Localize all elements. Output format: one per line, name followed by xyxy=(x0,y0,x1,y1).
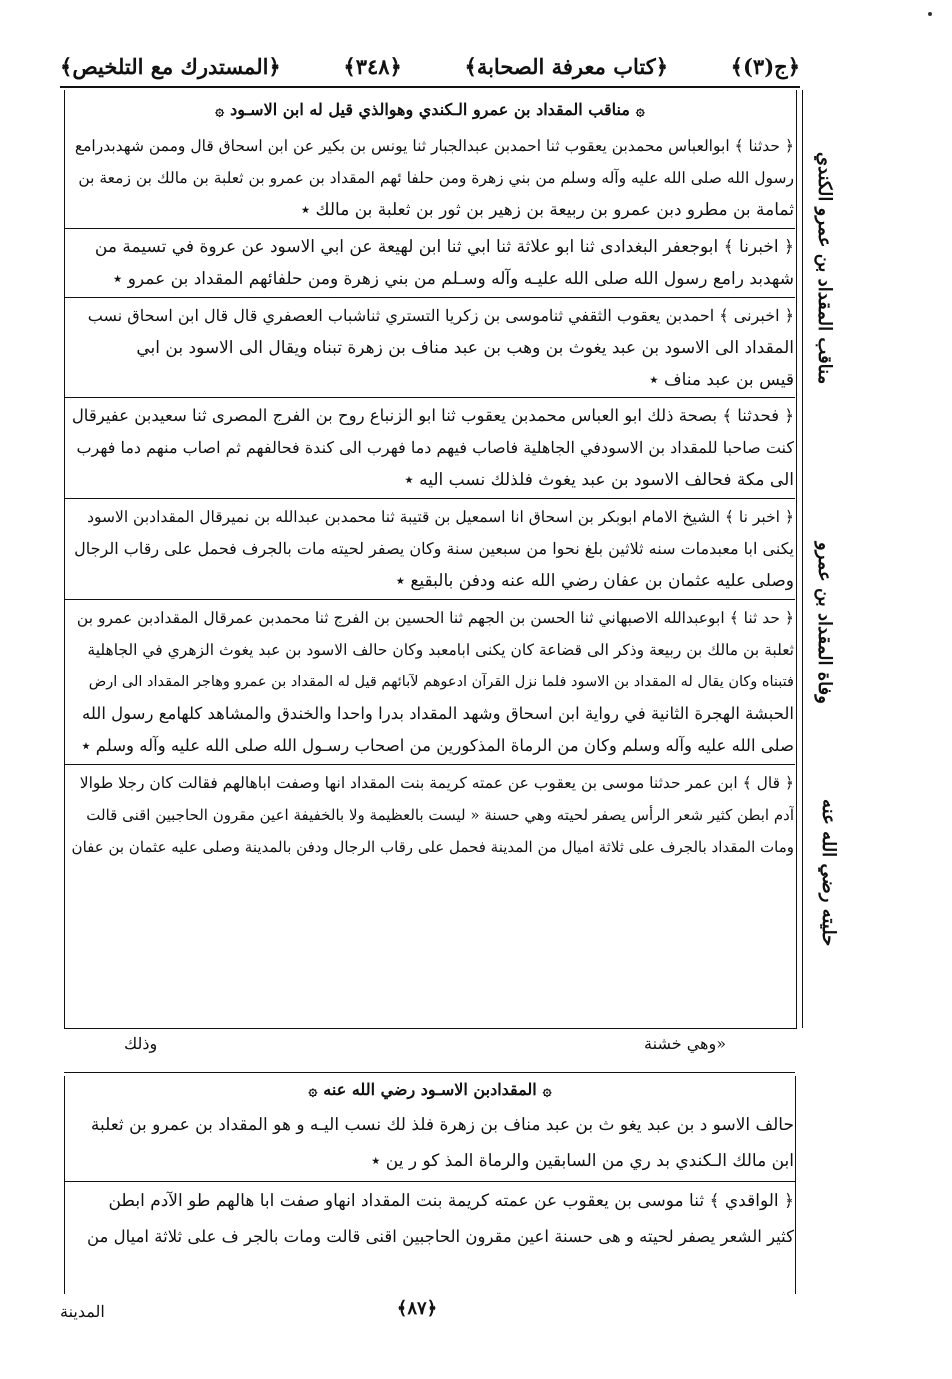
text-line: ﴿ حد ثنا ﴾ ابوعبدالله الاصبهاني ثنا الحسن بن الجهم ثنا الحسين بن الفرج ثنا محمدبن عمرقال المقدادبن عمرو بن xyxy=(76,609,794,627)
ornament-icon: ۞ xyxy=(215,101,225,119)
text-line: ومات المقداد بالجرف على ثلاثة اميال من المدينة فحمل على رقاب الرجال ودفن بالمدينة وصلى عليه عثمان بن عفان xyxy=(72,838,794,856)
text-line: يكنى ابا معبدمات سنه ثلاثين بلغ نحوا من سبعين سنة وكان يصفر لحيته مات بالجرف فحمل على رقاب الرجال xyxy=(74,539,794,558)
paragraph-rule xyxy=(64,764,795,765)
ornament-icon: ۞ xyxy=(308,1081,318,1099)
text-line: الحبشة الهجرة الثانية في رواية ابن اسحاق وشهد المقداد بدرا واحدا والخندق والمشاهد كلهامع رسول الله xyxy=(81,704,794,723)
footnote-catchword: وذلك xyxy=(124,1034,158,1053)
text-line: المقداد الى الاسود بن عبد يغوث بن وهب بن عبد مناف بن زهرة تبناه ويقال الى الاسود بن ابي xyxy=(136,338,794,358)
paragraph-rule xyxy=(64,397,795,398)
text-line: قيس بن عبد مناف ٭ xyxy=(649,370,794,390)
talkhis-rule xyxy=(64,1072,795,1073)
talkhis-line: ابن مالك الـكندي بد ري من السابقين والرماة المذ كو ر ين ٭ xyxy=(371,1151,794,1171)
text-line: رسول الله صلى الله عليه وآله وسلم من بني زهرة ومن حلفا ئهم المقداد بن عمرو بن ثعلبة بن مالك بن زمعة بن xyxy=(78,169,794,187)
paragraph-rule xyxy=(64,498,795,499)
talkhis-heading-text: المقدادبن الاسـود رضي الله عنه xyxy=(323,1080,537,1099)
text-line: ﴿ اخبرنى ﴾ احمدبن يعقوب الثقفي ثناموسى بن زكريا التستري ثناشباب العصفري قال قال ابن اسحاق نسب xyxy=(87,306,794,325)
talkhis-line: حالف الاسو د بن عبد يغو ث بن عبد مناف بن زهرة فلذ لك نسب اليـه و هو المقداد بن عمرو بن ثعلبة xyxy=(90,1115,794,1135)
talkhis-heading xyxy=(70,1080,790,1099)
margin-note-death: وفاة المقداد بن عمرو xyxy=(814,542,835,704)
text-line: ﴿ حدثنا ﴾ ابوالعباس محمدبن يعقوب ثنا احمدبن عبدالجبار ثنا يونس بن بكير عن ابن اسحاق قال وممن شهدبدرامع xyxy=(74,137,794,155)
talkhis-frame-right xyxy=(795,1076,796,1294)
text-line: وصلى عليه عثمان بن عفان رضي الله عنه ودفن بالبقيع ٭ xyxy=(395,571,794,591)
section-heading xyxy=(70,100,790,119)
text-line: ﴿ قال ﴾ ابن عمر حدثنا موسى بن يعقوب عن عمته كريمة بنت المقداد انها وصفت اباهالهم فقالت كان رجلا طوالا xyxy=(79,774,794,792)
page-number: ﴿٨٧﴾ xyxy=(396,1298,438,1319)
text-line: آدم ابطن كثير شعر الرأس يصفر لحيته وهي حسنة « ليست بالعظيمة ولا بالخفيفة اعين مقرون الحاجبين اقنى قالت xyxy=(86,806,794,824)
text-line: كنت صاحبا للمقداد بن الاسودفي الجاهلية فاصاب فيهم دما فهرب الى كندة فحالفهم ثم اصاب منهم دما فهرب xyxy=(76,438,794,457)
margin-note-description: حليته رضي الله عنه xyxy=(818,798,839,946)
footnote: «وهي خشنة xyxy=(644,1034,726,1053)
header-volume: ﴿ج(٣)﴾ xyxy=(730,53,800,79)
header-page-number: ﴿٣٤٨﴾ xyxy=(343,53,402,79)
talkhis-line: كثير الشعر يصفر لحيته و هى حسنة اعين مقرون الحاجبين اقنى قالت ومات بالجر ف على ثلاثة اميال من xyxy=(86,1227,794,1246)
bottom-catchword: المدينة xyxy=(60,1302,105,1321)
margin-rule xyxy=(802,90,803,1028)
ornament-icon: ۞ xyxy=(635,101,645,119)
header-rule xyxy=(60,86,800,88)
text-line: الى مكة فحالف الاسود بن عبد يغوث فلذلك نسب اليه ٭ xyxy=(404,470,794,490)
text-line: ثمامة بن مطرو دبن عمرو بن ربيعة بن زهير بن ثور بن ثعلبة بن مالك ٭ xyxy=(300,200,794,220)
ornament-icon: ۞ xyxy=(542,1081,552,1099)
text-line: شهدبد رامع رسول الله صلى الله عليـه وآله وسـلم من بني زهرة ومن حلفائهم المقداد بن عمرو ٭ xyxy=(113,269,794,289)
paragraph-rule xyxy=(64,297,795,298)
talkhis-line: ﴿ الواقدي ﴾ ثنا موسى بن يعقوب عن عمته كريمة بنت المقداد انهاو صفت ابا هالهم طو الآدم ابطن xyxy=(108,1191,794,1211)
paragraph-rule xyxy=(64,228,795,229)
section-heading-text: مناقب المقداد بن عمرو الـكندي وهوالذي قيل له ابن الاسـود xyxy=(230,100,630,119)
talkhis-frame-left xyxy=(64,1076,65,1294)
text-line: ثعلبة بن مالك بن ربيعة وذكر الى قضاعة كان يكنى ابامعبد وكان حالف الاسود بن عبد يغوث الزهري في الجاهلية xyxy=(87,641,794,659)
running-header xyxy=(60,46,800,86)
margin-note-virtues: مناقب المقداد بن عمرو الكندي xyxy=(814,151,835,384)
text-line: ﴿ فحدثنا ﴾ بصحة ذلك ابو العباس محمدبن يعقوب ثنا ابو الزنباع روح بن الفرج المصرى ثنا سعيدبن عفيرقال xyxy=(72,406,794,425)
paragraph-rule xyxy=(64,599,795,600)
speck xyxy=(928,12,932,16)
paragraph-rule xyxy=(64,1181,795,1182)
text-line: فتبناه وكان يقال له المقداد بن الاسود فلما نزل القرآن ادعوهم لآبائهم قيل له المقداد بن عمرو وهاجر المقداد الى ارض xyxy=(88,674,794,690)
header-section-title: ﴿كتاب معرفة الصحابة﴾ xyxy=(464,53,669,79)
text-line: ﴿ اخبر نا ﴾ الشيخ الامام ابوبكر بن اسحاق انا اسمعيل بن قتيبة ثنا محمدبن عبدالله بن نميرقال المقدادبن الاسود xyxy=(87,508,794,526)
header-book-title: ﴿المستدرك مع التلخيص﴾ xyxy=(60,53,281,79)
text-line: ﴿ اخبرنا ﴾ ابوجعفر البغدادى ثنا ابو علاثة ثنا ابي ثنا ابن لهيعة عن ابي الاسود عن عروة في تسيمة من xyxy=(94,237,794,257)
text-line: صلى الله عليه وآله وسلم وكان من الرماة المذكورين من اصحاب رسـول الله صلى الله عليه وآله وسلم ٭ xyxy=(81,736,794,755)
